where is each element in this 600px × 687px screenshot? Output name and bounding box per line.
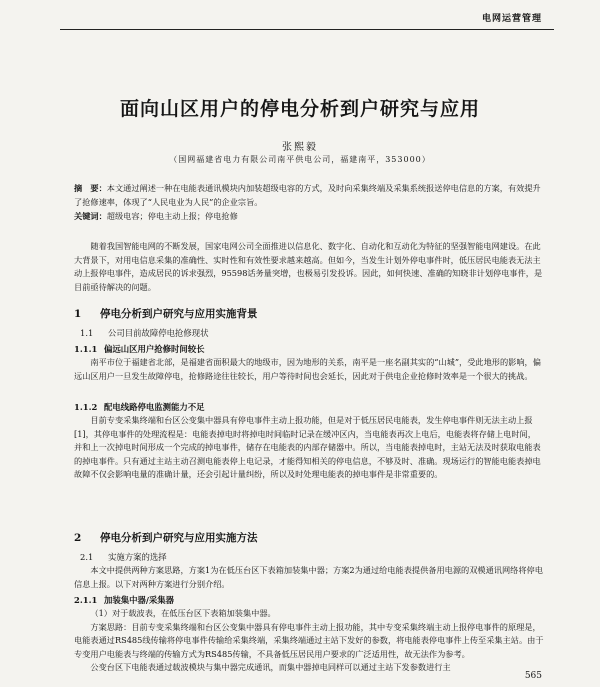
section-1-heading: 1 停电分析到户研究与应用实施背景 — [74, 308, 258, 320]
abstract — [74, 182, 544, 209]
paragraph-1-1-1: 南平市位于福建省北部，是福建省面积最大的地级市，因为地形的关系，南平是一座名副其实的“山城”，受此地形的影响，偏远山区用户一旦发生故障停电，抢修路途往往较长，用户等待时间也会延长，因此对于供电企业抢修时效率是一个很大的挑战。 — [74, 357, 541, 381]
intro-paragraph: 随着我国智能电网的不断发展，国家电网公司全面推进以信息化、数字化、自动化和互动化为特征的坚强智能电网建设。在此大背景下，对用电信息采集的准确性、实时性和有效性要求越来越高。但如今，当发生计划外停电事件时，低压居民电能表无法主动上报停电事件，造成居民的诉求强烈，95598话务量突增，也极易引发投诉。因此，如何快速、准确的知晓非计划停电事件，是目前亟待解决的问题。 — [74, 241, 543, 292]
affiliation: （国网福建省电力有限公司南平供电公司，福建南平，353000） — [169, 155, 431, 164]
abstract-label: 摘 要： — [74, 183, 107, 193]
section-1-1-heading: 1.1 公司目前故障停电抢修现状 — [80, 328, 209, 338]
keywords — [74, 211, 544, 222]
paragraph-2-1-1: （1）对于载波表，在低压台区下表箱加装集中器。 方案思路：目前专变采集终端和台区公变集中器具有停电事件主动上报功能，其中专变采集终端主动上报停电事件的原理是，电能表通过RS485线传输将停电事件传输给采集终端，采集终端通过主站下发好的参数，将电能表停电事件上传至采集主站。由于专变用户电能表与终端的传输方式为RS485传输，不具备低压居民用户要求的广泛适用性，故无法作为参考。 公变台区下电能表通过载波模块与集中器完成通讯，而集中器掉电同样可以通过主站下发参数进行主 — [74, 608, 544, 673]
page-number: 565 — [524, 671, 542, 681]
journal-header: 电网运营管理 — [481, 14, 542, 24]
author: 张熙毅 — [282, 142, 318, 153]
paragraph-2-1: 本文中提供两种方案思路，方案1为在低压台区下表箱加装集中器；方案2为通过给电能表提供备用电源的双模通讯网络将停电信息上报。以下对两种方案进行分别介绍。 — [74, 565, 543, 589]
keywords-text: 超级电容；停电主动上报；停电抢修 — [106, 211, 238, 221]
article-title: 面向山区用户的停电分析到户研究与应用 — [119, 98, 480, 120]
section-2-heading: 2 停电分析到户研究与应用实施方法 — [74, 532, 258, 544]
paragraph-1-1-2: 目前专变采集终端和台区公变集中器具有停电事件主动上报功能，但是对于低压居民电能表，发生停电事件则无法主动上报[1]，其停电事件的处理流程是：电能表掉电时将掉电时间临时记录在缓冲区内，当电能表再次上电后，电能表将存储上电时间，并和上一次掉电时间形成一个完成的掉电事件，储存在电能表的内部存储器中。所以，当电能表掉电时，主站无法及时获取电能表的掉电事件。只有通过主站主动召测电能表停上电记录，才能得知相关的停电信息，不够及时、准确。现场运行的智能电能表掉电故障不仅会影响电量的准确计量，还会引起计量纠纷，所以及时处理电能表的掉电事件是非常重要的。 — [74, 415, 541, 480]
keywords-label: 关键词： — [74, 211, 107, 221]
section-1-1-1-heading: 1.1.1 偏远山区用户抢修时间较长 — [74, 344, 205, 354]
header-rule — [60, 29, 554, 30]
section-2-1-heading: 2.1 实施方案的选择 — [80, 552, 167, 562]
abstract-text: 本文通过阐述一种在电能表通讯模块内加装超级电容的方式，及时向采集终端及采集系统报送停电信息的方案，有效提升了抢修速率，体现了“人民电业为人民”的企业宗旨。 — [74, 183, 541, 207]
section-2-1-1-heading: 2.1.1 加装集中器/采集器 — [74, 595, 175, 605]
section-1-1-2-heading: 1.1.2 配电线路停电监测能力不足 — [74, 402, 205, 412]
